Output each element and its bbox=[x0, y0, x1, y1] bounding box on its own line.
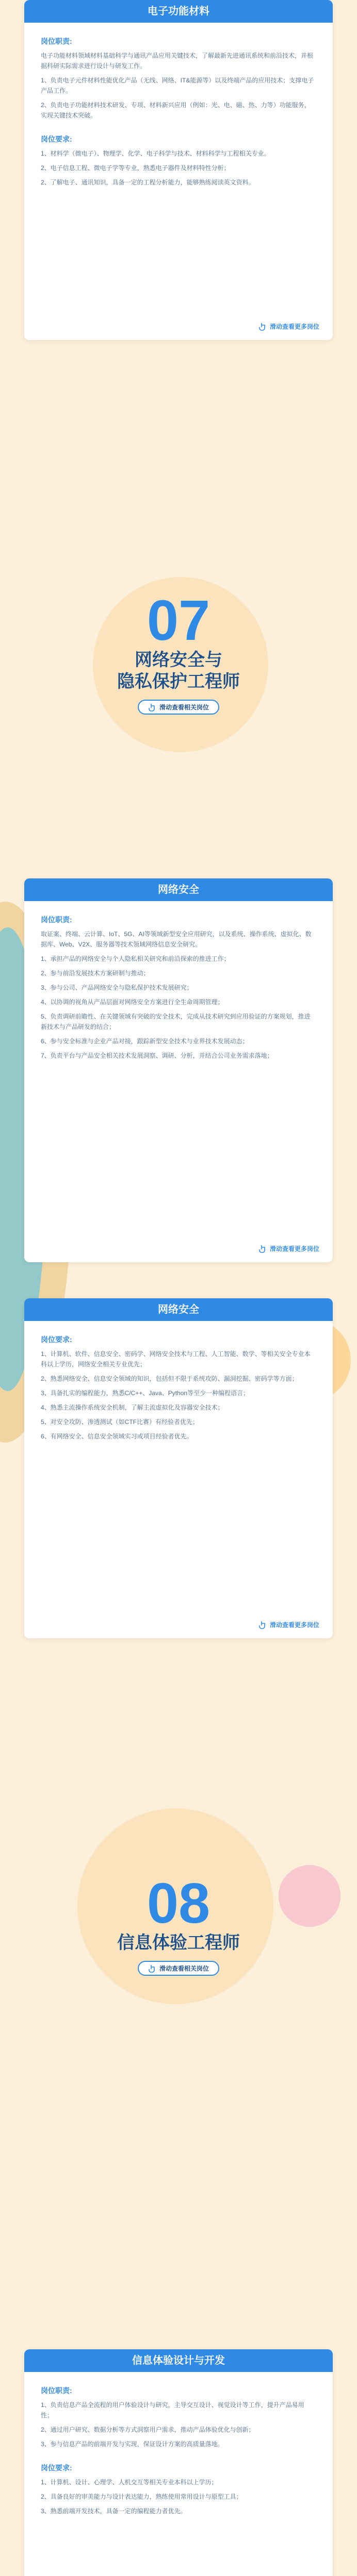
job-card-electronic-materials bbox=[24, 0, 333, 340]
job-card-info-experience bbox=[24, 2349, 333, 2576]
view-related-jobs-button[interactable] bbox=[138, 1961, 219, 1976]
hand-pointer-icon bbox=[258, 1245, 267, 1253]
swipe-more-label: 滑动查看更多岗位 bbox=[269, 323, 319, 330]
duty-item: 2、参与前沿发展技术方案研制与推动； bbox=[41, 970, 150, 977]
duty-item: 5、负责调研前瞻性、在关键领域有突破的安全技术，完成从技术研究到应用验证的方案规划，推进新技术与产品研发的结合； bbox=[41, 1013, 311, 1030]
duty-item: 电子功能材料领域材料基础科学与通讯产品应用关键技术，了解最新先进通讯系统和前沿技术，并根据科研实际需求进行设计与研发工作。 bbox=[41, 52, 314, 70]
duty-title: 岗位职责: bbox=[41, 916, 72, 924]
job-title-line: 网络安全与 bbox=[135, 650, 222, 670]
duty-item: 1、承担产品的网络安全与个人隐私相关研究和前沿探索的推进工作； bbox=[41, 955, 230, 962]
swipe-more-label: 滑动查看更多岗位 bbox=[269, 1245, 319, 1252]
job-number: 07 bbox=[147, 589, 210, 652]
duty-item: 7、负责平台与产品安全相关技术发展洞察、调研、分析，并结合公司业务需求落地； bbox=[41, 1052, 273, 1059]
req-item: 1、材料学（微电子）、物理学、化学、电子科学与技术、材料科学与工程相关专业。 bbox=[41, 150, 270, 157]
card-header: 网络安全 bbox=[24, 878, 333, 901]
swipe-more-link[interactable] bbox=[258, 322, 319, 331]
duty-item: 2、通过用户研究、数据分析等方式洞察用户需求，推动产品体验优化与创新； bbox=[41, 2426, 255, 2433]
job-title-line: 信息体验工程师 bbox=[117, 1933, 240, 1953]
duty-item: 2、负责电子功能材料技术研发、专项、材料新兴应用（例如：光、电、磁、热、力等）功能服务，实现关键技术突破。 bbox=[41, 101, 311, 119]
req-item: 2、了解电子、通讯知识，具备一定的工程分析能力，能够熟练阅读英文资料。 bbox=[41, 179, 255, 186]
req-item: 3、具备扎实的编程能力，熟悉C/C++、Java、Python等至少一种编程语言； bbox=[41, 1389, 250, 1397]
req-item: 4、熟悉主流操作系统安全机制，了解主流虚拟化及容器安全技术； bbox=[41, 1404, 224, 1411]
duty-item: 6、参与安全标准与企业产品对接，跟踪新型安全技术与业界技术发展动态； bbox=[41, 1038, 249, 1045]
swipe-more-link[interactable] bbox=[258, 1620, 319, 1629]
pill-label: 滑动查看相关岗位 bbox=[159, 1965, 209, 1972]
req-title: 岗位要求: bbox=[41, 1335, 72, 1344]
req-item: 1、计算机、软件、信息安全、密码学、网络安全技术与工程、人工智能、数学、等相关安全专业本科以上学历，网络安全相关专业优先； bbox=[41, 1350, 311, 1368]
req-item: 1、计算机、设计、心理学、人机交互等相关专业本科以上学历； bbox=[41, 2479, 218, 2486]
job-title-line: 隐私保护工程师 bbox=[117, 672, 240, 691]
job-card-network-security-1 bbox=[24, 878, 333, 1262]
duty-title: 岗位职责: bbox=[41, 2386, 72, 2395]
card-header: 网络安全 bbox=[24, 1298, 333, 1321]
duty-item: 4、以协调的视角从产品层面对网络安全方案进行全生命周期管理； bbox=[41, 998, 224, 1006]
view-related-jobs-button[interactable] bbox=[138, 700, 219, 715]
duty-item: 3、参与公司、产品网络安全与隐私保护技术发展研究； bbox=[41, 984, 193, 991]
duty-item: 1、负责信息产品全流程的用户体验设计与研究，主导交互设计、视觉设计等工作，提升产品易用性； bbox=[41, 2401, 304, 2419]
card-header: 信息体验设计与开发 bbox=[24, 2349, 333, 2372]
req-item: 3、熟悉前端开发技术，具备一定的编程能力者优先。 bbox=[41, 2507, 187, 2515]
duty-item: 取证案、终端、云计算、IoT、5G、AI等领域新型安全应用研究，以及系统、操作系统、虚拟化、数据库、Web、V2X、服务器等技术领域网络信息安全研究。 bbox=[41, 930, 312, 948]
hand-pointer-icon bbox=[258, 1621, 267, 1629]
card-header: 电子功能材料 bbox=[24, 0, 333, 23]
duty-title: 岗位职责: bbox=[41, 37, 72, 45]
swipe-more-link[interactable] bbox=[258, 1244, 319, 1253]
req-item: 2、熟悉网络安全、信息安全领域的知识，包括但不限于系统攻防、漏洞挖掘、密码学等方面； bbox=[41, 1375, 298, 1382]
req-item: 6、有网络安全、信息安全领域实习或项目经验者优先。 bbox=[41, 1433, 193, 1440]
hand-pointer-icon bbox=[148, 703, 156, 711]
duty-item: 1、负责电子元件材料性能优化产品（无线、网络、IT&能源等）以及终端产品的应用技术；支撑电子产品工作。 bbox=[41, 77, 314, 94]
job-section-08 bbox=[0, 1872, 357, 1976]
req-item: 5、对安全攻防、渗透测试（如CTF比赛）有经验者优先； bbox=[41, 1418, 199, 1426]
job-section-07 bbox=[0, 589, 357, 715]
req-title: 岗位要求: bbox=[41, 2464, 72, 2472]
job-card-network-security-2 bbox=[24, 1298, 333, 1638]
hand-pointer-icon bbox=[148, 1964, 156, 1973]
swipe-more-label: 滑动查看更多岗位 bbox=[269, 1621, 319, 1629]
hand-pointer-icon bbox=[258, 323, 267, 331]
req-item: 2、电子信息工程、微电子学等专业，熟悉电子器件及材料特性分析； bbox=[41, 164, 230, 172]
pill-label: 滑动查看相关岗位 bbox=[159, 704, 209, 711]
req-item: 2、具备良好的审美能力与设计表达能力，熟练使用常用设计与原型工具； bbox=[41, 2493, 242, 2500]
duty-item: 3、参与信息产品的前端开发与实现，保证设计方案的高质量落地。 bbox=[41, 2441, 224, 2448]
job-number: 08 bbox=[147, 1872, 210, 1935]
req-title: 岗位要求: bbox=[41, 135, 72, 143]
